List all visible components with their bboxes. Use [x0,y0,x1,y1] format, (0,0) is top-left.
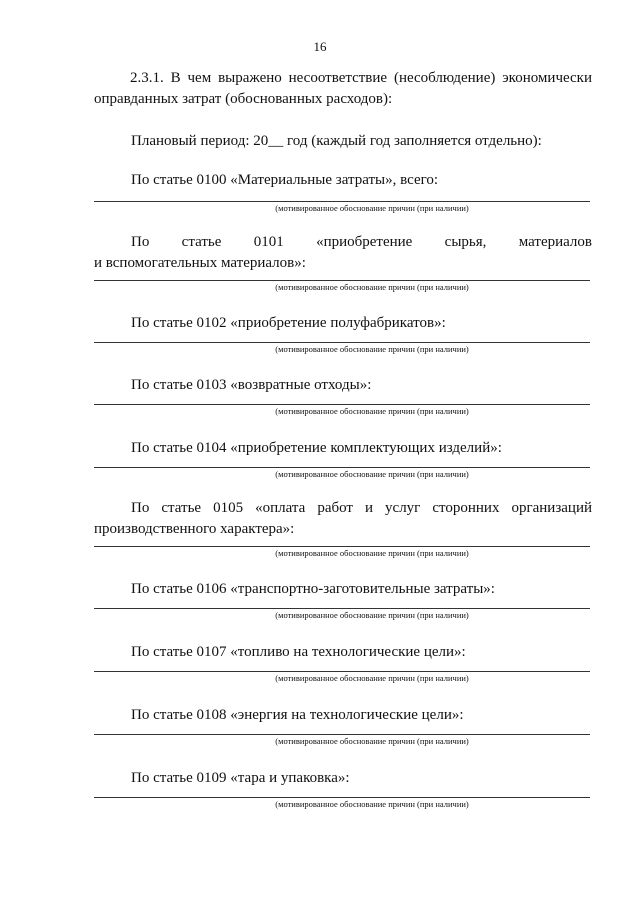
fill-line-caption: (мотивированное обоснование причин (при наличии) [275,673,469,683]
item-0100 [94,170,592,213]
fill-line[interactable] [94,546,590,547]
page-number: 16 [313,39,327,54]
fill-line-caption: (мотивированное обоснование причин (при наличии) [275,203,469,213]
fill-line[interactable] [94,342,590,343]
fill-line[interactable] [94,671,590,672]
fill-line-caption: (мотивированное обоснование причин (при наличии) [275,469,469,479]
item-0106 [94,579,592,620]
item-label: По статье 0109 «тара и упаковка»: [131,770,350,786]
item-label [94,232,592,274]
section-heading-line-2: оправданных затрат (обоснованных расходов): [94,91,393,107]
item-label: По статье 0100 «Материальные затраты», всего: [131,172,439,188]
item-0104 [94,438,592,479]
item-label-line-1: По статье 0101 «приобретение сырья, материалов [131,234,592,250]
fill-line-caption: (мотивированное обоснование причин (при наличии) [275,548,469,558]
item-label: По статье 0108 «энергия на технологические цели»: [131,707,464,723]
fill-line-caption: (мотивированное обоснование причин (при наличии) [275,799,469,809]
item-label-line-2: и вспомогательных материалов»: [94,255,306,271]
item-0103 [94,375,592,416]
fill-line[interactable] [94,201,590,202]
item-label-line-1: По статье 0105 «оплата работ и услуг сторонних организаций [131,500,592,516]
fill-line[interactable] [94,797,590,798]
item-0108 [94,705,592,746]
item-label: По статье 0106 «транспортно-заготовительные затраты»: [131,581,495,597]
fill-line[interactable] [94,280,590,281]
item-0109 [94,768,592,809]
fill-line-caption: (мотивированное обоснование причин (при наличии) [275,406,469,416]
fill-line-caption: (мотивированное обоснование причин (при наличии) [275,282,469,292]
fill-line[interactable] [94,404,590,405]
planned-period: Плановый период: 20__ год (каждый год заполняется отдельно): [131,133,542,149]
fill-line[interactable] [94,467,590,468]
fill-line[interactable] [94,734,590,735]
item-label-line-2: производственного характера»: [94,521,295,537]
item-label [94,498,592,540]
item-label: По статье 0103 «возвратные отходы»: [131,377,372,393]
section-heading-line-1: 2.3.1. В чем выражено несоответствие (несоблюдение) экономически [130,70,592,86]
item-label: По статье 0107 «топливо на технологические цели»: [131,644,466,660]
item-0105 [94,498,592,558]
item-0101 [94,232,592,292]
fill-line-caption: (мотивированное обоснование причин (при наличии) [275,344,469,354]
item-label: По статье 0102 «приобретение полуфабрикатов»: [131,315,446,331]
fill-line[interactable] [94,608,590,609]
item-label: По статье 0104 «приобретение комплектующих изделий»: [131,440,502,456]
fill-line-caption: (мотивированное обоснование причин (при наличии) [275,610,469,620]
fill-line-caption: (мотивированное обоснование причин (при наличии) [275,736,469,746]
section-heading [94,68,592,110]
item-0107 [94,642,592,683]
item-0102 [94,313,592,354]
